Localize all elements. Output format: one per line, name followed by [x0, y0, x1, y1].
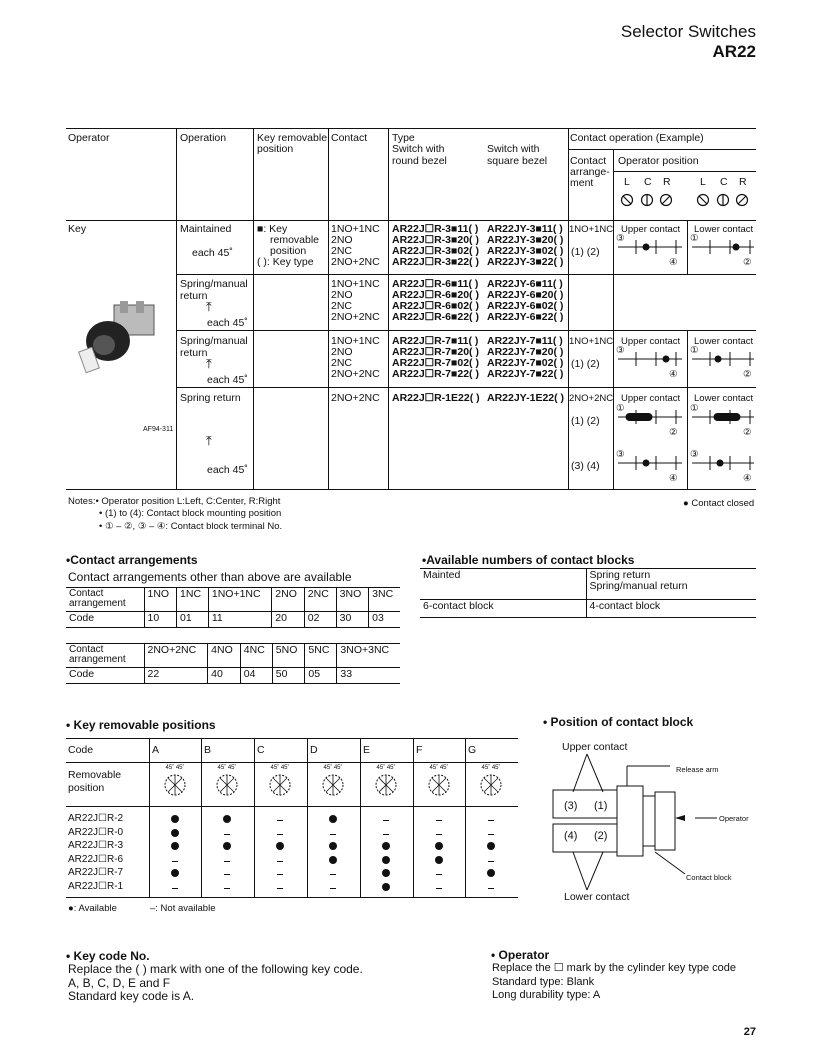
operator-key: Key [68, 223, 87, 235]
not-available-dash [488, 888, 494, 889]
operator-line: Replace the ☐ mark by the cylinder key type code [492, 962, 737, 974]
lower-contact-label: Lower contact [694, 224, 754, 235]
code-g: G [468, 744, 477, 756]
vline [201, 739, 202, 898]
cell: 04 [240, 668, 272, 684]
available-blocks-title: •Available numbers of contact blocks [422, 553, 635, 567]
terminal-no: ④ [669, 257, 678, 268]
contact-diagram-1no1nc [616, 237, 756, 257]
model-row-label: AR22J☐R-0 [68, 826, 124, 838]
removable-label: Removable [68, 769, 122, 781]
dial-angle-label: 45˚ 45˚ [270, 765, 290, 771]
key-positions-title: • Key removable positions [66, 718, 216, 732]
product-model: AR22 [712, 42, 756, 61]
cell: 2NO+2NC [144, 644, 208, 668]
cell: 40 [208, 668, 241, 684]
selector-switch-photo [76, 299, 166, 379]
terminal-no: ① [690, 403, 699, 414]
cell: 1NC [177, 588, 209, 612]
code-e: E [363, 744, 371, 756]
lower-contact-label: Lower contact [694, 336, 754, 347]
cell: 22 [144, 668, 208, 684]
cell: 4NO [208, 644, 241, 668]
code-c: C [257, 744, 265, 756]
vline [176, 129, 177, 490]
row-head: Code [66, 612, 144, 628]
available-dot [329, 815, 337, 823]
terminal-no: ④ [743, 473, 752, 484]
operator-section-body [492, 962, 736, 1003]
contact-block-diagram [545, 752, 720, 892]
not-available-dash [172, 888, 178, 889]
model-row-label: AR22J☐R-7 [68, 867, 124, 878]
available-dot [382, 883, 390, 891]
cell-line: Spring return [589, 569, 651, 581]
lcr-c-2: C [720, 176, 728, 188]
dial-angle-label: 45˚ 45˚ [323, 765, 343, 771]
type-square: AR22JY-7■22( ) [487, 368, 564, 380]
contact-block-label: Contact block [686, 873, 732, 882]
type-round: AR22J☐R-3■20( ) [392, 234, 479, 246]
not-available-dash [436, 888, 442, 889]
hline [66, 806, 518, 807]
contact: 1NO+1NC [331, 335, 380, 347]
not-available-dash [383, 834, 389, 835]
available-dot [223, 842, 231, 850]
type-square: AR22JY-3■22( ) [487, 256, 564, 268]
not-available-dash [224, 861, 230, 862]
photo-code: AF94-311 [143, 426, 174, 433]
terminal-no: ③ [616, 233, 625, 244]
row-head: Code [66, 668, 144, 684]
contact: 2NO [331, 289, 353, 301]
key-legend-2: removable [270, 234, 320, 246]
col-square-2: square bezel [487, 155, 548, 167]
available-dot [487, 842, 495, 850]
available-dot [487, 869, 495, 877]
col-round-2: round bezel [392, 155, 447, 167]
type-square: AR22JY-6■22( ) [487, 311, 564, 323]
col-contact: Contact [331, 132, 368, 144]
hline [176, 387, 756, 388]
key-dial-icon [210, 765, 244, 803]
release-arm-label: Release arm [676, 765, 719, 774]
dial-angle-label: 45˚ 45˚ [481, 765, 501, 771]
dial-drawing [210, 771, 244, 801]
contact: 2NO+2NC [331, 368, 380, 380]
not-available-dash [488, 861, 494, 862]
not-available-dash [436, 820, 442, 821]
contact: 2NO+2NC [331, 256, 380, 268]
contact-arrangement-table-2 [66, 643, 400, 684]
cell: 03 [369, 612, 400, 628]
key-code-line: Replace the ( ) mark with one of the following key code. [68, 962, 363, 976]
not-available-dash [224, 888, 230, 889]
cell: 4-contact block [586, 600, 756, 618]
op-spring-manual-2-angle: each 45˚ [207, 374, 248, 386]
vline [568, 129, 569, 490]
operator-line: Long durability type: A [492, 989, 601, 1001]
type-round: AR22J☐R-3■11( ) [392, 223, 479, 235]
vline [328, 129, 329, 490]
position-4: (4) [564, 830, 578, 842]
arrangement-label: 1NO+1NC [569, 224, 614, 235]
contact-diagram-spring-return-12 [616, 407, 756, 427]
position-1: (1) [594, 800, 608, 812]
key-legend-4: ( ): Key type [257, 256, 314, 268]
spring-return-arrow-icon: ⤒ [206, 356, 212, 371]
not-available-dash [277, 834, 283, 835]
col-operator: Operator [68, 132, 110, 144]
position-pair-label: (1) (2) [571, 246, 600, 258]
available-dot [329, 842, 337, 850]
available-dot [171, 829, 179, 837]
contact: 1NO+1NC [331, 223, 380, 235]
dial-drawing [263, 771, 297, 801]
type-square: AR22JY-6■11( ) [487, 278, 563, 290]
key-positions-table [66, 738, 518, 898]
terminal-no: ② [743, 427, 752, 438]
cell: 05 [305, 668, 337, 684]
hline [568, 149, 756, 150]
key-code-body [68, 963, 363, 1004]
available-dot [171, 815, 179, 823]
contact: 2NC [331, 357, 353, 369]
type-round: AR22J☐R-7■02( ) [392, 357, 479, 369]
col-key-removable-1: Key removable [257, 132, 328, 144]
position-pair-label: (1) (2) [571, 358, 600, 370]
hline [613, 171, 756, 172]
contact-arrangements-subtitle: Contact arrangements other than above are available [68, 570, 352, 584]
type-round: AR22J☐R-7■20( ) [392, 346, 479, 358]
cell [586, 569, 756, 600]
position-pair-label: (1) (2) [571, 415, 600, 427]
not-available-dash [436, 834, 442, 835]
row-head: Contact arrangement [66, 588, 144, 612]
cell: 3NO [336, 588, 369, 612]
not-available-dash [383, 820, 389, 821]
note-line: • ① – ②, ③ – ④: Contact block terminal No. [99, 520, 283, 532]
not-available-dash [224, 874, 230, 875]
col-type: Type [392, 132, 415, 144]
type-square: AR22JY-3■02( ) [487, 245, 564, 257]
type-square: AR22JY-1E22( ) [487, 392, 565, 404]
legend-available: ●: Available [68, 903, 117, 914]
col-operation: Operation [180, 132, 227, 144]
cell: 33 [337, 668, 400, 684]
position-pair-label: (3) (4) [571, 460, 600, 472]
not-available-dash [330, 834, 336, 835]
page-number: 27 [743, 1026, 756, 1038]
vline [360, 739, 361, 898]
vline [413, 739, 414, 898]
terminal-no: ④ [669, 369, 678, 380]
contact: 2NO [331, 234, 353, 246]
available-dot [276, 842, 284, 850]
terminal-no: ② [743, 369, 752, 380]
type-square: AR22JY-6■02( ) [487, 300, 564, 312]
not-available-dash [488, 820, 494, 821]
type-round: AR22J☐R-7■11( ) [392, 335, 479, 347]
op-maintained-angle: each 45˚ [192, 247, 233, 259]
type-round: AR22J☐R-6■02( ) [392, 300, 479, 312]
cell: 02 [304, 612, 336, 628]
cell-line: Spring/manual return [589, 580, 688, 592]
type-square: AR22JY-3■20( ) [487, 234, 564, 246]
dial-drawing [316, 771, 350, 801]
type-round: AR22J☐R-6■22( ) [392, 311, 479, 323]
not-available-dash [277, 820, 283, 821]
contact: 2NO+2NC [331, 392, 380, 404]
code-f: F [416, 744, 423, 756]
vline [307, 739, 308, 898]
vline [254, 739, 255, 898]
operator-position-icons [618, 192, 754, 208]
model-row-label: AR22J☐R-6 [68, 853, 124, 865]
notes [68, 496, 282, 533]
type-round: AR22J☐R-7■22( ) [392, 368, 479, 380]
cell: 50 [272, 668, 305, 684]
terminal-no: ③ [616, 345, 625, 356]
lcr-r-1: R [663, 176, 671, 188]
cell: 20 [272, 612, 305, 628]
contact-block-position-title: • Position of contact block [543, 715, 694, 729]
type-round: AR22J☐R-6■11( ) [392, 278, 479, 290]
not-available-dash [277, 874, 283, 875]
available-dot [382, 842, 390, 850]
op-maintained: Maintained [180, 223, 232, 235]
note-line: • (1) to (4): Contact block mounting position [99, 508, 282, 520]
dial-drawing [422, 771, 456, 801]
cell: 30 [336, 612, 369, 628]
cell: 3NO+3NC [337, 644, 400, 668]
key-dial-icon [158, 765, 192, 803]
op-spring-manual-2a: Spring/manual [180, 335, 248, 347]
terminal-no: ① [690, 233, 699, 244]
upper-contact-label: Upper contact [621, 336, 681, 347]
key-code-line: A, B, C, D, E and F [68, 975, 171, 990]
not-available-dash [172, 861, 178, 862]
operator-line: Standard type: Blank [492, 975, 595, 988]
contact: 2NO+2NC [331, 311, 380, 323]
available-dot [329, 856, 337, 864]
contact-diagram-spring-return-34 [616, 453, 756, 473]
key-code-title: • Key code No. [66, 949, 150, 963]
col-contact-operation: Contact operation (Example) [570, 132, 704, 144]
terminal-no: ① [616, 403, 625, 414]
vline [149, 739, 150, 898]
col-square-1: Switch with [487, 143, 540, 155]
dial-drawing [474, 771, 508, 801]
type-square: AR22JY-7■11( ) [487, 335, 563, 347]
op-spring-manual-1-angle: each 45˚ [207, 317, 248, 329]
lcr-c-1: C [644, 176, 652, 188]
vline [613, 149, 614, 220]
terminal-no: ② [743, 257, 752, 268]
note-line: Notes:• Operator position L:Left, C:Center, R:Right [68, 496, 281, 507]
spring-return-arrow-icon: ⤒ [206, 299, 212, 314]
model-row-label: AR22J☐R-3 [68, 840, 124, 851]
cell: 5NO [272, 644, 305, 668]
available-dot [223, 815, 231, 823]
upper-contact-label: Upper contact [621, 224, 681, 235]
type-round: AR22J☐R-3■02( ) [392, 245, 479, 257]
type-round: AR22J☐R-3■22( ) [392, 256, 479, 268]
key-dial-icon [263, 765, 297, 803]
vline [388, 129, 389, 490]
vline [465, 739, 466, 898]
upper-contact-label: Upper contact [621, 393, 681, 404]
legend-not-available: –: Not available [150, 903, 216, 914]
op-spring-manual-1b: return [180, 290, 208, 302]
col-contact-arr-1: Contact [570, 155, 607, 167]
not-available-dash [436, 874, 442, 875]
terminal-no: ③ [616, 449, 625, 460]
op-spring-return: Spring return [180, 392, 241, 404]
hline [176, 274, 756, 275]
cell: Mainted [420, 569, 586, 600]
type-round: AR22J☐R-6■20( ) [392, 289, 479, 301]
model-row-label: AR22J☐R-2 [68, 813, 124, 824]
lower-contact-label: Lower contact [564, 891, 630, 903]
available-dot [171, 842, 179, 850]
code-a: A [152, 744, 160, 756]
col-round-1: Switch with [392, 143, 445, 155]
dial-angle-label: 45˚ 45˚ [376, 765, 396, 771]
model-row-label: AR22J☐R-1 [68, 880, 124, 892]
contact-arrangements-title: •Contact arrangements [66, 553, 198, 567]
removable-label: position [68, 782, 105, 794]
page-section-title: Selector Switches [620, 22, 756, 41]
key-dial-icon [369, 765, 403, 803]
contact: 1NO+1NC [331, 278, 380, 290]
position-3: (3) [564, 800, 578, 812]
arrangement-label: 1NO+1NC [569, 336, 614, 347]
contact-closed-legend: ● Contact closed [683, 498, 755, 509]
key-dial-icon [422, 765, 456, 803]
vline [253, 129, 254, 490]
spring-return-arrow-icon: ⤒ [206, 433, 212, 448]
key-legend-3: position [270, 245, 307, 257]
lcr-r-2: R [739, 176, 747, 188]
available-dot [382, 856, 390, 864]
hline [66, 762, 518, 763]
not-available-dash [277, 861, 283, 862]
dial-angle-label: 45˚ 45˚ [429, 765, 449, 771]
type-round: AR22J☐R-1E22( ) [392, 392, 480, 404]
terminal-no: ② [669, 427, 678, 438]
available-blocks-table [420, 568, 756, 618]
key-code-line: Standard key code is A. [68, 989, 195, 1003]
cell: 6-contact block [420, 600, 586, 618]
available-dot [435, 856, 443, 864]
key-dial-icon [474, 765, 508, 803]
col-key-removable-2: position [257, 143, 294, 155]
operator-label: Operator [719, 814, 749, 823]
col-contact-arr-2: arrange- [570, 166, 610, 178]
contact-arrangement-table-1 [66, 587, 400, 628]
main-spec-table [66, 128, 756, 490]
cell: 01 [177, 612, 209, 628]
op-spring-manual-2b: return [180, 347, 208, 359]
operator-section-title: • Operator [491, 948, 550, 962]
code-b: B [204, 744, 212, 756]
arrangement-label: 2NO+2NC [569, 393, 614, 404]
type-square: AR22JY-6■20( ) [487, 289, 564, 301]
available-dot [171, 869, 179, 877]
type-square: AR22JY-7■02( ) [487, 357, 564, 369]
not-available-dash [330, 874, 336, 875]
type-square: AR22JY-3■11( ) [487, 223, 563, 235]
not-available-dash [488, 834, 494, 835]
not-available-dash [330, 888, 336, 889]
contact: 2NC [331, 245, 353, 257]
cell: 11 [208, 612, 271, 628]
contact: 2NC [331, 300, 353, 312]
row-head: Contact arrangement [66, 644, 144, 668]
cell: 1NO [144, 588, 177, 612]
cell: 10 [144, 612, 177, 628]
type-square: AR22JY-7■20( ) [487, 346, 564, 358]
cell: 3NC [369, 588, 400, 612]
code-label: Code [68, 744, 94, 756]
position-2: (2) [594, 830, 608, 842]
cell: 2NC [304, 588, 336, 612]
not-available-dash [224, 834, 230, 835]
upper-contact-label: Upper contact [562, 741, 628, 753]
key-dial-icon [316, 765, 350, 803]
terminal-no: ③ [690, 449, 699, 460]
cell: 1NO+1NC [208, 588, 271, 612]
contact: 2NO [331, 346, 353, 358]
contact-diagram-spring-manual [616, 349, 756, 369]
terminal-no: ① [690, 345, 699, 356]
col-contact-arr-3: ment [570, 177, 594, 189]
key-legend-1: ■: Key [257, 223, 288, 235]
available-dot [435, 842, 443, 850]
dial-angle-label: 45˚ 45˚ [217, 765, 237, 771]
dial-angle-label: 45˚ 45˚ [165, 765, 185, 771]
dial-drawing [158, 771, 192, 801]
cell: 4NC [240, 644, 272, 668]
dial-drawing [369, 771, 403, 801]
op-spring-return-angle: each 45˚ [207, 464, 248, 476]
cell: 2NO [272, 588, 305, 612]
terminal-no: ④ [669, 473, 678, 484]
lcr-l-2: L [700, 176, 706, 188]
code-d: D [310, 744, 318, 756]
lcr-l-1: L [624, 176, 630, 188]
col-operator-position: Operator position [618, 155, 699, 167]
cell: 5NC [305, 644, 337, 668]
op-spring-manual-1a: Spring/manual [180, 278, 248, 290]
not-available-dash [277, 888, 283, 889]
available-dot [382, 869, 390, 877]
hline [176, 330, 756, 331]
lower-contact-label: Lower contact [694, 393, 754, 404]
hline [66, 220, 756, 221]
